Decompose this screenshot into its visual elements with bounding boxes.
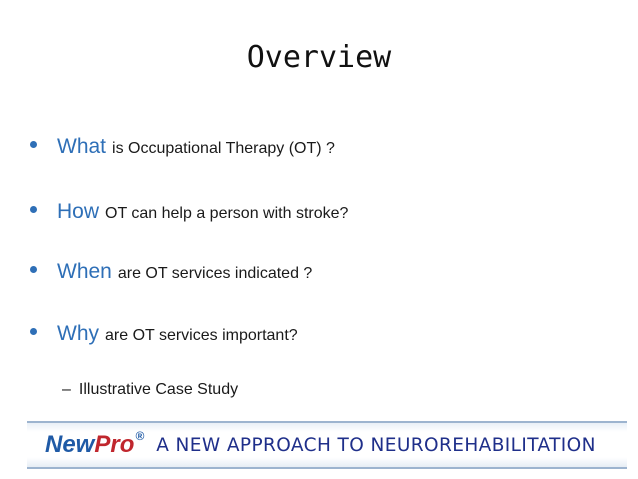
banner-tagline: A NEW APPROACH TO NEUROREHABILITATION	[156, 434, 596, 456]
bullet-text: are OT services important?	[105, 327, 298, 344]
bullet-item-why	[30, 322, 298, 346]
bullet-item-when	[30, 260, 312, 284]
bullet-text: is Occupational Therapy (OT) ?	[112, 140, 335, 157]
bullet-keyword: What	[57, 135, 107, 158]
bullet-keyword: When	[57, 260, 112, 283]
newpro-logo	[45, 431, 144, 459]
bullet-keyword: How	[57, 200, 100, 223]
footer-banner	[27, 421, 627, 469]
bullet-text: OT can help a person with stroke?	[105, 205, 349, 222]
bullet-dot-icon	[30, 328, 37, 335]
bullet-text: are OT services indicated ?	[117, 265, 313, 282]
sub-bullet-case-study	[62, 381, 238, 399]
logo-new: New	[45, 431, 95, 458]
bullet-dot-icon	[30, 141, 37, 148]
slide-title: Overview	[246, 40, 392, 75]
bullet-keyword: Why	[57, 322, 99, 345]
bullet-dot-icon	[30, 206, 37, 213]
bullet-item-how	[30, 200, 348, 224]
sub-bullet-text: Illustrative Case Study	[78, 381, 239, 398]
bullet-dot-icon	[30, 266, 37, 273]
logo-pro: Pro	[94, 431, 135, 458]
sub-bullet-dash: –	[62, 381, 71, 398]
logo-registered-mark: ®	[135, 429, 145, 443]
bullet-item-what	[30, 135, 335, 159]
